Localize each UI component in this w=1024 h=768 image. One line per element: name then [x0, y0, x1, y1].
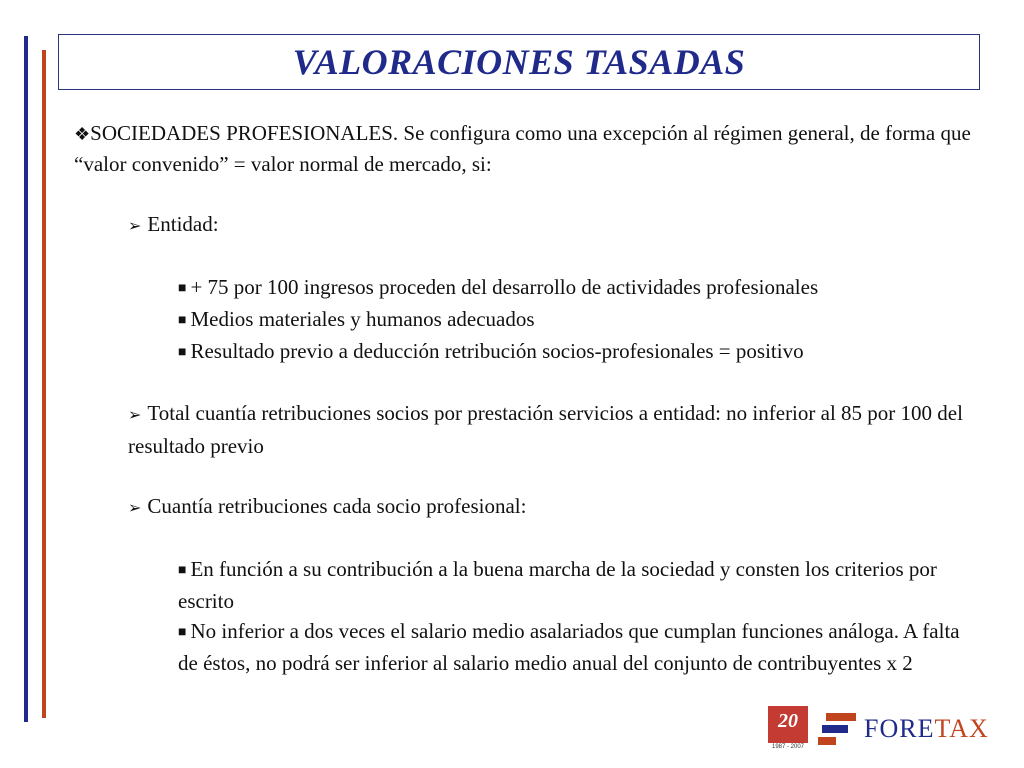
anniversary-seal [768, 706, 808, 752]
arrow-bullet-icon: ➢ [128, 500, 142, 517]
arrow-bullet-icon: ➢ [128, 407, 142, 424]
list-item [74, 272, 984, 304]
brand-name [864, 714, 989, 744]
section-total-cuantia [74, 398, 984, 461]
square-bullet-icon: ■ [178, 345, 187, 360]
intro-text: SOCIEDADES PROFESIONALES. Se configura como una excepción al régimen general, de forma que “valor convenido” = valor normal de mercado, si: [74, 121, 971, 176]
section-entidad [74, 209, 984, 242]
foretax-logo [768, 704, 1012, 754]
list-item [74, 336, 984, 368]
section-total-cuantia-text: Total cuantía retribuciones socios por prestación servicios a entidad: no inferior al 85 por 100 del resultado previo [128, 401, 963, 458]
diamond-bullet-icon: ❖ [74, 124, 91, 144]
section-cuantia-socio [74, 491, 984, 524]
square-bullet-icon: ■ [178, 625, 187, 640]
title-box [58, 34, 980, 90]
brand-tax: TAX [934, 714, 989, 743]
list-item-text: Medios materiales y humanos adecuados [190, 307, 535, 331]
square-bullet-icon: ■ [178, 313, 187, 328]
list-item [74, 304, 984, 336]
list-item-text: + 75 por 100 ingresos proceden del desarrollo de actividades profesionales [190, 275, 819, 299]
brand-fore: FORE [864, 714, 935, 743]
list-item [74, 616, 984, 678]
foretax-mark-icon [816, 709, 856, 749]
list-item-text: Resultado previo a deducción retribución socios-profesionales = positivo [190, 339, 804, 363]
left-blue-bar [24, 36, 28, 722]
section-entidad-label: Entidad: [147, 212, 219, 236]
square-bullet-icon: ■ [178, 281, 187, 296]
list-item-text: En función a su contribución a la buena marcha de la sociedad y consten los criterios por escrito [178, 557, 937, 613]
square-bullet-icon: ■ [178, 563, 187, 578]
arrow-bullet-icon: ➢ [128, 218, 142, 235]
seal-number: 20 [778, 710, 798, 732]
list-item-text: No inferior a dos veces el salario medio asalariados que cumplan funciones análoga. A falta de éstos, no podrá ser inferior al salario medio anual del conjunto de contribuyentes x 2 [178, 619, 960, 675]
seal-years: 1987 - 2007 [768, 743, 808, 752]
slide-body [74, 118, 984, 678]
left-red-bar [42, 50, 46, 718]
list-item [74, 554, 984, 616]
slide-title: VALORACIONES TASADAS [292, 42, 746, 82]
intro-paragraph [74, 118, 984, 179]
section-cuantia-socio-label: Cuantía retribuciones cada socio profesional: [147, 494, 527, 518]
